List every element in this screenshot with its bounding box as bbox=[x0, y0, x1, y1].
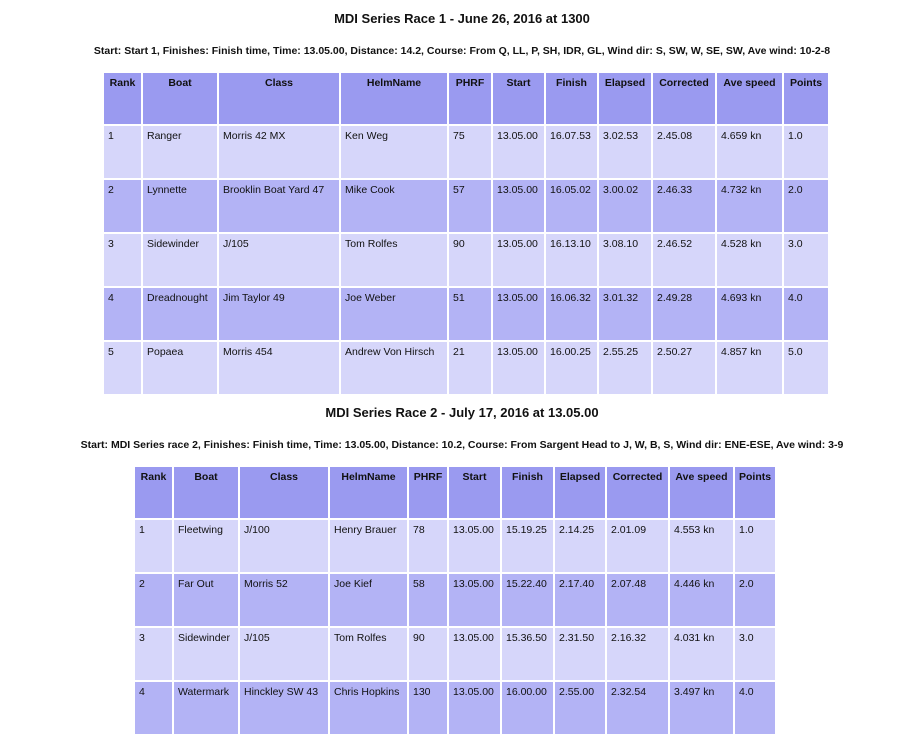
column-header: Start bbox=[449, 467, 500, 518]
table-cell: 5 bbox=[104, 342, 141, 394]
table-cell: J/105 bbox=[240, 628, 328, 680]
table-cell: Far Out bbox=[174, 574, 238, 626]
column-header: Corrected bbox=[607, 467, 668, 518]
table-row bbox=[104, 288, 828, 340]
table-cell: 51 bbox=[449, 288, 491, 340]
table-header-row bbox=[104, 73, 828, 124]
table-cell: 3 bbox=[135, 628, 172, 680]
table-cell: 16.00.00 bbox=[502, 682, 553, 734]
table-cell: 13.05.00 bbox=[493, 180, 544, 232]
table-cell: 3.00.02 bbox=[599, 180, 651, 232]
table-cell: 3.02.53 bbox=[599, 126, 651, 178]
race1-results-table bbox=[102, 71, 830, 396]
table-cell: Morris 42 MX bbox=[219, 126, 339, 178]
table-row bbox=[135, 682, 775, 734]
column-header: Corrected bbox=[653, 73, 715, 124]
column-header: HelmName bbox=[341, 73, 447, 124]
column-header: HelmName bbox=[330, 467, 407, 518]
column-header: PHRF bbox=[409, 467, 447, 518]
table-cell: 2.32.54 bbox=[607, 682, 668, 734]
table-cell: 3.497 kn bbox=[670, 682, 733, 734]
table-cell: 130 bbox=[409, 682, 447, 734]
table-cell: 75 bbox=[449, 126, 491, 178]
table-cell: 2.17.40 bbox=[555, 574, 605, 626]
table-cell: 1 bbox=[104, 126, 141, 178]
table-cell: 4.732 kn bbox=[717, 180, 782, 232]
column-header: Boat bbox=[174, 467, 238, 518]
column-header: Rank bbox=[104, 73, 141, 124]
table-cell: J/100 bbox=[240, 520, 328, 572]
table-cell: Tom Rolfes bbox=[330, 628, 407, 680]
table-cell: Mike Cook bbox=[341, 180, 447, 232]
race1-info: Start: Start 1, Finishes: Finish time, Time: 13.05.00, Distance: 14.2, Course: From Q, LL, P, SH, IDR, GL, Wind dir: S, SW, W, SE, SW, Ave wind: 10-2-8 bbox=[93, 45, 831, 57]
table-cell: 16.05.02 bbox=[546, 180, 597, 232]
table-row bbox=[104, 342, 828, 394]
table-cell: 4.857 kn bbox=[717, 342, 782, 394]
table-row bbox=[104, 180, 828, 232]
table-cell: Hinckley SW 43 bbox=[240, 682, 328, 734]
table-cell: 5.0 bbox=[784, 342, 828, 394]
table-cell: 16.13.10 bbox=[546, 234, 597, 286]
table-cell: 16.00.25 bbox=[546, 342, 597, 394]
table-cell: 2.46.33 bbox=[653, 180, 715, 232]
table-cell: 1.0 bbox=[784, 126, 828, 178]
table-cell: Sidewinder bbox=[143, 234, 217, 286]
table-cell: 2.49.28 bbox=[653, 288, 715, 340]
table-cell: 4.553 kn bbox=[670, 520, 733, 572]
table-cell: Sidewinder bbox=[174, 628, 238, 680]
table-cell: 15.22.40 bbox=[502, 574, 553, 626]
table-cell: 4.446 kn bbox=[670, 574, 733, 626]
table-cell: 4.528 kn bbox=[717, 234, 782, 286]
table-cell: 4 bbox=[104, 288, 141, 340]
table-cell: 1.0 bbox=[735, 520, 775, 572]
table-cell: 2 bbox=[135, 574, 172, 626]
table-cell: 90 bbox=[449, 234, 491, 286]
table-cell: 58 bbox=[409, 574, 447, 626]
table-cell: 13.05.00 bbox=[449, 574, 500, 626]
table-cell: 3.0 bbox=[735, 628, 775, 680]
column-header: Elapsed bbox=[599, 73, 651, 124]
table-header-row bbox=[135, 467, 775, 518]
table-cell: 13.05.00 bbox=[493, 126, 544, 178]
race2-results-table bbox=[133, 465, 777, 736]
table-cell: Watermark bbox=[174, 682, 238, 734]
table-cell: 2.01.09 bbox=[607, 520, 668, 572]
table-cell: 15.19.25 bbox=[502, 520, 553, 572]
table-cell: 2.07.48 bbox=[607, 574, 668, 626]
column-header: Rank bbox=[135, 467, 172, 518]
table-cell: 2.46.52 bbox=[653, 234, 715, 286]
table-cell: 2.55.00 bbox=[555, 682, 605, 734]
column-header: Points bbox=[735, 467, 775, 518]
table-cell: 13.05.00 bbox=[449, 628, 500, 680]
table-row bbox=[135, 520, 775, 572]
table-cell: 1 bbox=[135, 520, 172, 572]
column-header: Finish bbox=[546, 73, 597, 124]
table-cell: 15.36.50 bbox=[502, 628, 553, 680]
table-cell: 2.0 bbox=[735, 574, 775, 626]
race1-title: MDI Series Race 1 - June 26, 2016 at 1300 bbox=[334, 11, 590, 26]
table-cell: 4.031 kn bbox=[670, 628, 733, 680]
table-cell: Joe Kief bbox=[330, 574, 407, 626]
table-row bbox=[135, 628, 775, 680]
table-cell: 90 bbox=[409, 628, 447, 680]
column-header: Class bbox=[219, 73, 339, 124]
column-header: Elapsed bbox=[555, 467, 605, 518]
table-cell: Ken Weg bbox=[341, 126, 447, 178]
table-cell: Lynnette bbox=[143, 180, 217, 232]
column-header: Ave speed bbox=[717, 73, 782, 124]
table-cell: 2.50.27 bbox=[653, 342, 715, 394]
table-cell: 4.0 bbox=[735, 682, 775, 734]
table-cell: 78 bbox=[409, 520, 447, 572]
table-cell: Fleetwing bbox=[174, 520, 238, 572]
table-cell: 13.05.00 bbox=[449, 520, 500, 572]
race2-info: Start: MDI Series race 2, Finishes: Finish time, Time: 13.05.00, Distance: 10.2, Course: From Sargent Head to J, W, B, S, Wind dir: ENE-ESE, Ave wind: 3-9 bbox=[80, 439, 844, 451]
table-cell: 2.16.32 bbox=[607, 628, 668, 680]
column-header: PHRF bbox=[449, 73, 491, 124]
table-cell: 4 bbox=[135, 682, 172, 734]
table-cell: 4.0 bbox=[784, 288, 828, 340]
column-header: Points bbox=[784, 73, 828, 124]
table-cell: 21 bbox=[449, 342, 491, 394]
table-cell: 3.0 bbox=[784, 234, 828, 286]
table-cell: Jim Taylor 49 bbox=[219, 288, 339, 340]
table-row bbox=[104, 126, 828, 178]
table-cell: Tom Rolfes bbox=[341, 234, 447, 286]
table-cell: J/105 bbox=[219, 234, 339, 286]
table-cell: 13.05.00 bbox=[493, 288, 544, 340]
table-cell: 2.45.08 bbox=[653, 126, 715, 178]
table-cell: 13.05.00 bbox=[493, 342, 544, 394]
table-row bbox=[135, 574, 775, 626]
table-cell: 2 bbox=[104, 180, 141, 232]
table-cell: 2.31.50 bbox=[555, 628, 605, 680]
table-cell: 3.08.10 bbox=[599, 234, 651, 286]
table-cell: Morris 454 bbox=[219, 342, 339, 394]
table-cell: 16.06.32 bbox=[546, 288, 597, 340]
table-cell: 2.14.25 bbox=[555, 520, 605, 572]
table-cell: Andrew Von Hirsch bbox=[341, 342, 447, 394]
table-cell: 57 bbox=[449, 180, 491, 232]
table-cell: Chris Hopkins bbox=[330, 682, 407, 734]
column-header: Ave speed bbox=[670, 467, 733, 518]
table-cell: 4.659 kn bbox=[717, 126, 782, 178]
column-header: Finish bbox=[502, 467, 553, 518]
column-header: Boat bbox=[143, 73, 217, 124]
column-header: Start bbox=[493, 73, 544, 124]
table-cell: Henry Brauer bbox=[330, 520, 407, 572]
table-cell: 16.07.53 bbox=[546, 126, 597, 178]
table-cell: 2.55.25 bbox=[599, 342, 651, 394]
column-header: Class bbox=[240, 467, 328, 518]
table-cell: Dreadnought bbox=[143, 288, 217, 340]
table-cell: Morris 52 bbox=[240, 574, 328, 626]
table-cell: Joe Weber bbox=[341, 288, 447, 340]
table-cell: Ranger bbox=[143, 126, 217, 178]
table-cell: 3 bbox=[104, 234, 141, 286]
table-cell: Popaea bbox=[143, 342, 217, 394]
table-cell: Brooklin Boat Yard 47 bbox=[219, 180, 339, 232]
table-cell: 13.05.00 bbox=[493, 234, 544, 286]
race2-title: MDI Series Race 2 - July 17, 2016 at 13.05.00 bbox=[325, 405, 599, 420]
table-cell: 3.01.32 bbox=[599, 288, 651, 340]
table-cell: 2.0 bbox=[784, 180, 828, 232]
table-cell: 13.05.00 bbox=[449, 682, 500, 734]
table-cell: 4.693 kn bbox=[717, 288, 782, 340]
table-row bbox=[104, 234, 828, 286]
